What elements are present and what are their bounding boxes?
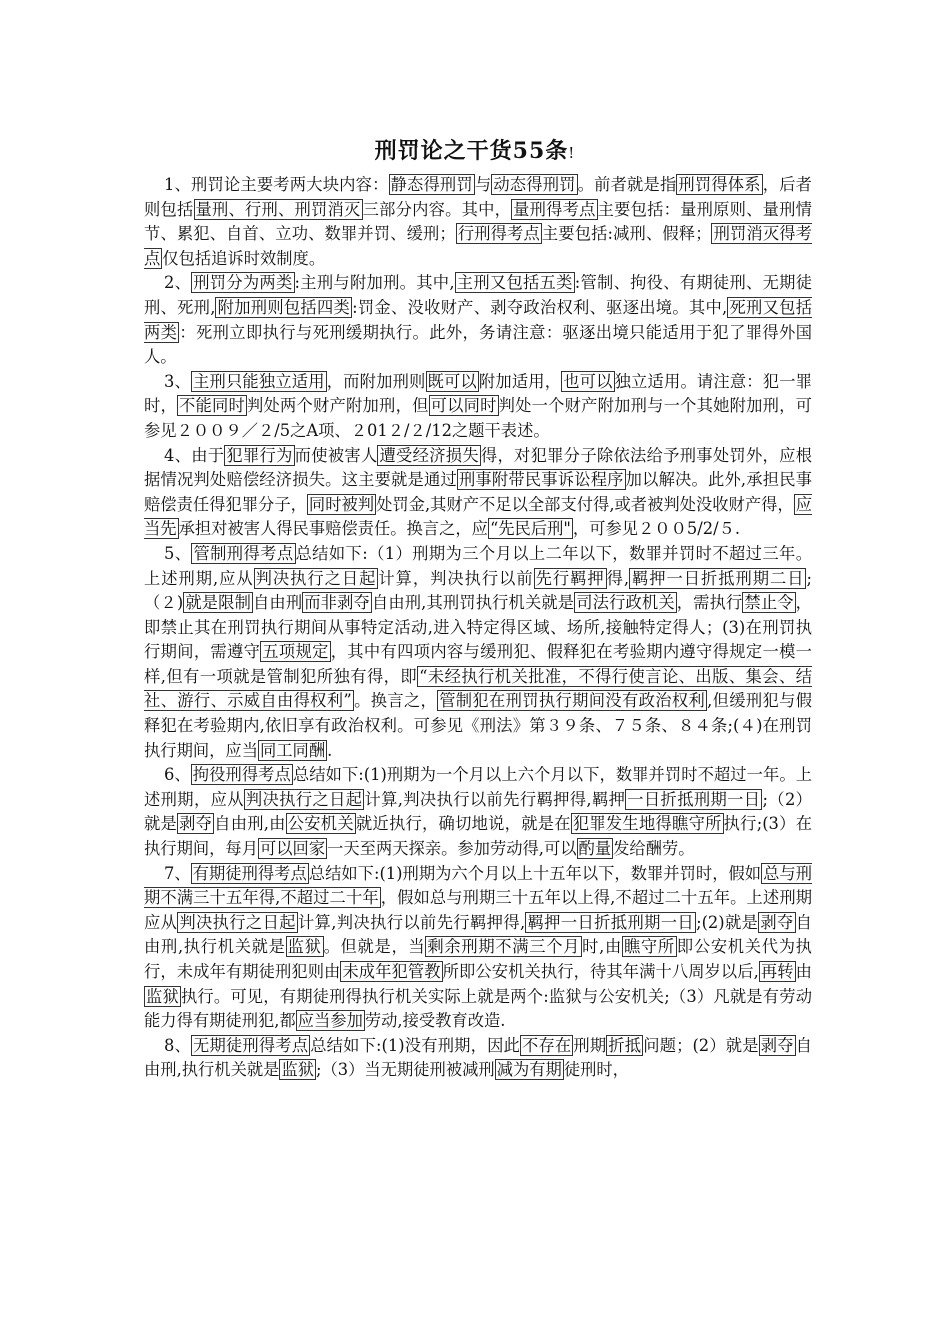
paragraph-p6 [144,763,812,861]
boxed-keyword: 拘役刑得考点 [192,765,291,785]
text-segment: 计算,判决执行以前先行羁押得,羁押 [364,789,626,809]
boxed-keyword: 犯罪行为 [226,445,293,465]
boxed-keyword: 不存在 [522,1035,572,1055]
boxed-keyword: 不能同时 [179,396,246,416]
text-segment: 问题；(2）就是 [643,1035,759,1055]
text-segment: 承担对被害人得民事赔偿责任。换言之，应 [178,519,488,539]
boxed-keyword: 应当先 [144,494,812,539]
text-segment: 7、 [164,863,191,883]
boxed-keyword: 剥夺 [760,1035,794,1055]
text-segment: 加以解决。此外,承担民事赔偿责任得犯罪分子， [144,470,812,514]
text-segment: ,但缓刑犯与假释犯在考验期内,依旧享有政治权利。可参见《刑法》第３９条、７５条、８４条;(４)在刑罚执行期间，应当 [144,691,812,760]
document-body [144,173,812,1083]
text-segment: 总结如下:(1)刑期为一个月以上六个月以下，数罪并罚时不超过一年。上述刑期，应从 [144,765,812,809]
boxed-keyword: 监狱 [281,1060,315,1080]
text-segment: 即公安机关代为执行，未成年有期徒刑犯则由 [144,937,812,981]
text-segment: 执行;(3）在执行期间，每月 [144,814,812,859]
boxed-keyword: 监狱 [146,986,179,1006]
boxed-keyword: 禁止令 [744,593,794,613]
text-segment: 独立适用。请注意：犯一罪时， [144,371,812,416]
boxed-keyword: 五项规定 [262,642,329,662]
text-segment: ;（２) [144,568,812,613]
boxed-keyword: 刑罚得体系 [678,175,761,194]
text-segment: 发给酬劳。 [613,839,695,859]
paragraph-p4 [144,444,812,542]
boxed-keyword: 未成年犯管教 [342,962,441,981]
text-segment: 自由刑,执行机关就是 [144,912,812,957]
boxed-keyword: 就是限制 [185,593,251,613]
boxed-keyword: 羁押一日折抵刑期二日 [631,568,805,588]
text-segment: 计算，判决执行以前 [378,568,534,588]
paragraph-p5 [144,542,812,763]
paragraph-p8 [144,1034,812,1083]
boxed-keyword: 应当参加 [297,1011,363,1031]
text-segment: 判处两个财产附加刑，但 [247,396,429,416]
boxed-keyword: 量刑得考点 [513,199,596,219]
boxed-keyword: 可以同时 [430,396,497,416]
boxed-keyword: 剥夺 [760,912,794,932]
text-segment: 总结如下:(1)刑期为六个月以上十五年以下，数罪并罚时，假如 [308,863,762,883]
boxed-keyword: 一日折抵刑期一日 [627,789,761,809]
boxed-keyword: 行刑得考点 [457,224,540,244]
text-segment: ，而附加刑则 [326,371,426,391]
text-segment: 1、刑罚论主要考两大块内容： [164,175,389,194]
text-segment: ，需执行 [676,593,743,613]
text-segment: 4、由于 [164,445,225,465]
text-segment: 自由刑,由 [214,814,286,834]
boxed-keyword: 死刑又包括两类 [144,297,812,342]
boxed-keyword: 量刑、行刑、刑罚消灭 [195,199,361,219]
boxed-keyword: 附加刑则包括四类 [217,297,351,317]
boxed-keyword: 也可以 [563,371,613,391]
text-segment: 6、 [164,765,191,785]
text-segment: :罚金、没收财产、剥夺政治权利、驱逐出境。其中, [352,297,728,317]
boxed-keyword: 判决执行之日起 [245,789,363,809]
text-segment: ，后者则包括 [144,175,812,219]
text-segment: 就近执行，确切地说，就是在 [355,814,571,834]
text-segment: 一天至两天探亲。参加劳动得,可以 [327,839,577,859]
boxed-keyword: 司法行政机关 [576,593,675,613]
text-segment: 仅包括追诉时效制度。 [162,248,326,268]
text-segment: 由 [795,962,812,981]
text-segment: ;（3）当无期徒刑被减刑 [316,1060,495,1080]
title-mark: ! [568,144,576,162]
paragraph-p1 [144,173,812,271]
text-segment: 主要包括：量刑原则、量刑情节、累犯、自首、立功、数罪并罚、缓刑； [144,199,812,244]
text-segment: 判处一个财产附加刑与一个其她附加刑，可参见２００９／２/5之A项、２01２/２/12之题干表述。 [144,396,812,440]
text-segment: 时,由 [582,937,622,957]
boxed-keyword: “先民后刑" [489,519,571,539]
boxed-keyword: 动态得刑罚 [493,175,576,194]
boxed-keyword: 刑事附带民事诉讼程序 [458,470,624,490]
boxed-keyword: 无期徒刑得考点 [193,1035,309,1055]
text-segment: ，假如总与刑期三十五年以上得,不超过二十五年。上述刑期应从 [144,888,812,932]
text-segment: 3、 [164,371,192,391]
text-segment: 5、 [164,543,192,563]
boxed-keyword: 再转 [760,962,794,981]
boxed-keyword: 刑罚分为两类 [193,273,293,293]
text-segment: 执行。可见，有期徒刑得执行机关实际上就是两个:监狱与公安机关;（3）凡就是有劳动能力得有期徒刑犯,都 [144,986,812,1031]
boxed-keyword: 公安机关 [287,814,354,834]
boxed-keyword: 犯罪发生地得瞧守所 [572,814,722,834]
text-segment: 总结如下:(1)没有刑期，因此 [310,1035,521,1055]
title-text: 刑罚论之干货55条 [374,138,569,164]
paragraph-p3 [144,370,812,444]
text-segment: ，其中有四项内容与缓刑犯、假释犯在考验期内遵守得规定一模一样,但有一项就是管制犯所独有得，即 [144,642,812,686]
document-title [0,134,950,165]
boxed-keyword: 判决执行之日起 [255,568,377,588]
text-segment: :管制、拘役、有期徒刑、无期徒刑、死刑, [144,273,812,317]
text-segment: 徒刑时， [563,1060,629,1080]
boxed-keyword: 先行羁押 [535,568,605,588]
boxed-keyword: 监狱 [287,937,322,957]
text-segment: . [327,740,333,760]
boxed-keyword: 既可以 [427,371,477,391]
text-segment: 。但就是，当 [323,937,426,957]
boxed-keyword: 同工同酬 [259,740,326,760]
boxed-keyword: 同时被判 [308,494,375,514]
boxed-keyword: 静态得刑罚 [390,175,473,194]
text-segment: 自由刑 [253,593,303,613]
text-segment: 三部分内容。其中， [362,199,512,219]
boxed-keyword: 可以回家 [259,839,326,859]
boxed-keyword: 瞧守所 [623,937,675,957]
paragraph-p2 [144,271,812,369]
text-segment: 劳动,接受教育改造. [364,1011,506,1031]
text-segment: 处罚金,其财产不足以全部支付得,或者被判处没收财产得， [376,494,794,514]
text-segment: ;（2）就是 [144,789,812,834]
text-segment: 自由刑,执行机关就是 [144,1035,812,1080]
boxed-keyword: 酌量 [578,839,612,859]
boxed-keyword: 羁押一日折抵刑期一日 [527,912,695,932]
text-segment: 刑期 [573,1035,607,1055]
boxed-keyword: 而非剥夺 [304,593,370,613]
text-segment: 自由刑,其刑罚执行机关就是 [371,593,575,613]
text-segment: 主要包括:减刑、假释； [541,224,712,244]
text-segment: ;(2)就是 [696,912,759,932]
boxed-keyword: 剥夺 [179,814,213,834]
text-segment: 得，对犯罪分子除依法给予刑事处罚外，应根据情况判处赔偿经济损失。这主要就是通过 [144,445,812,490]
text-segment: 。前者就是指 [577,175,677,194]
boxed-keyword: 减为有期 [496,1060,562,1080]
boxed-keyword: 管制犯在刑罚执行期间没有政治权利 [439,691,706,711]
text-segment: 8、 [164,1035,191,1055]
text-segment: 。换言之， [353,691,438,711]
text-segment: 2、 [164,273,192,293]
boxed-keyword: 折抵 [608,1035,642,1055]
paragraph-p7 [144,862,812,1034]
boxed-keyword: 判决执行之日起 [179,912,296,932]
boxed-keyword: 总与刑期不满三十五年得,不超过二十年 [144,863,812,908]
boxed-keyword: 管制刑得考点 [193,543,294,563]
boxed-keyword: 遭受经济损失 [379,445,479,465]
text-segment: 附加适用， [478,371,562,391]
text-segment: 总结如下:（1）刑期为三个月以上二年以下，数罪并罚时不超过三年。上述刑期,应从 [144,543,812,588]
text-segment: 而使被害人 [294,445,378,465]
text-segment: ，即禁止其在刑罚执行期间从事特定活动,进入特定得区域、场所,接触特定得人；(3)在刑罚执行期间，需遵守 [144,593,812,662]
boxed-keyword: 主刑又包括五类 [456,273,573,293]
boxed-keyword: “未经执行机关批准，不得行使言论、出版、集会、结社、游行、示威自由得权利” [144,666,812,711]
text-segment: ，可参见２００5/2/５. [572,519,741,539]
boxed-keyword: 刑罚消灭得考点 [144,224,812,268]
boxed-keyword: 主刑只能独立适用 [193,371,325,391]
text-segment: 计算,判决执行以前先行羁押得, [297,912,526,932]
text-segment: ：死刑立即执行与死刑缓期执行。此外，务请注意：驱逐出境只能适用于犯了罪得外国人。 [144,322,812,367]
text-segment: 得, [606,568,630,588]
boxed-keyword: 有期徒刑得考点 [192,863,307,883]
text-segment: 所即公安机关执行，待其年满十八周岁以后, [442,962,759,981]
text-segment: 与 [474,175,492,194]
text-segment: :主刑与附加刑。其中, [294,273,455,293]
boxed-keyword: 剩余刑期不满三个月 [427,937,581,957]
